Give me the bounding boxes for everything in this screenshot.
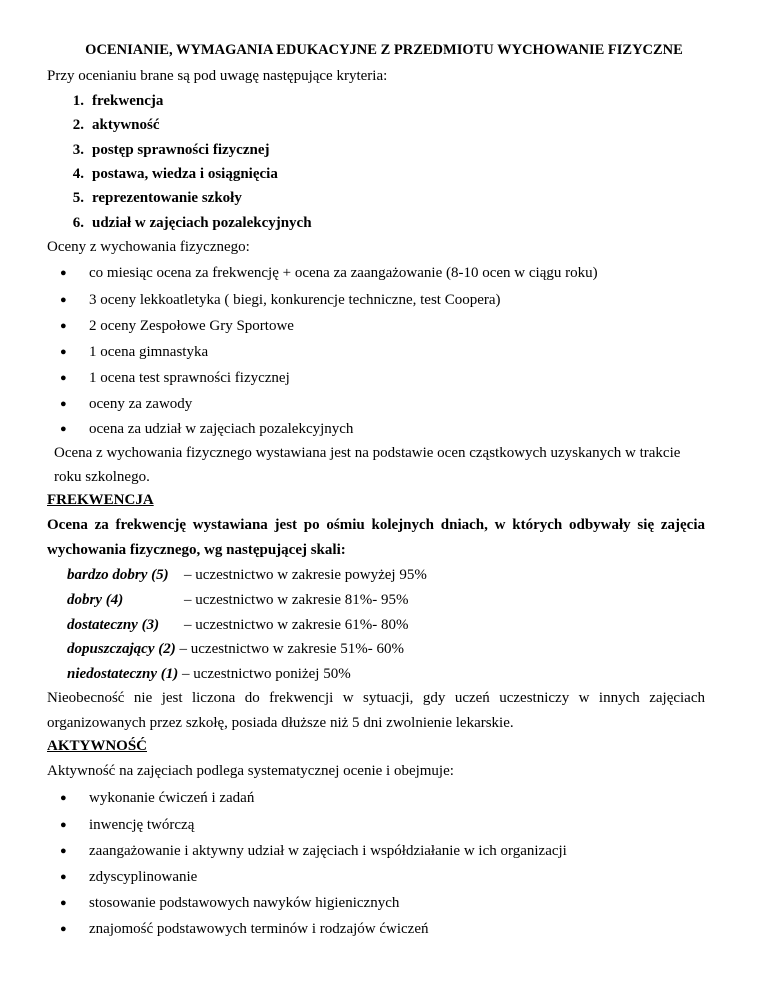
list-number: 3. [72,142,84,158]
bullet-icon: ● [60,792,67,804]
scale-grade: bardzo dobry (5) [67,567,169,583]
list-item: 2 oceny Zespołowe Gry Sportowe [89,318,294,334]
freq-intro-line: Ocena za frekwencję wystawiana jest po ośmiu kolejnych dniach, w których odbywały się zajęcia [47,517,705,533]
list-item: zaangażowanie i aktywny udział w zajęciach i współdziałanie w ich organizacji [89,843,567,859]
bullet-icon: ● [60,294,67,306]
freq-intro-line: wychowania fizycznego, wg następującej skali: [47,542,346,558]
list-number: 2. [72,117,84,133]
bullet-icon: ● [60,845,67,857]
list-number: 4. [72,166,84,182]
list-item: stosowanie podstawowych nawyków higienicznych [89,895,400,911]
bullet-icon: ● [60,423,67,435]
freq-note-line: Nieobecność nie jest liczona do frekwencji w sytuacji, gdy uczeń uczestniczy w innych zajęciach [47,690,705,706]
bullet-icon: ● [60,372,67,384]
scale-grade: dopuszczający (2) [67,641,176,657]
list-item: oceny za zawody [89,396,193,412]
bullet-icon: ● [60,346,67,358]
list-number: 1. [72,93,84,109]
list-item: reprezentowanie szkoły [92,190,242,206]
scale-desc: – uczestnictwo w zakresie 61%- 80% [184,617,409,633]
criteria-intro: Przy ocenianiu brane są pod uwagę następujące kryteria: [47,68,388,84]
scale-row [67,640,404,658]
bullet-icon: ● [60,267,67,279]
bullet-icon: ● [60,819,67,831]
bullet-icon: ● [60,897,67,909]
list-item: ocena za udział w zajęciach pozalekcyjnych [89,421,354,437]
bullet-icon: ● [60,923,67,935]
list-item: postawa, wiedza i osiągnięcia [92,166,278,182]
grades-intro: Oceny z wychowania fizycznego: [47,239,250,255]
list-number: 6. [72,215,84,231]
list-item: 1 ocena gimnastyka [89,344,209,360]
list-item: inwencję twórczą [89,817,195,833]
freq-note-line: organizowanych przez szkołę, posiada dłuższe niż 5 dni zwolnienie lekarskie. [47,715,514,731]
bullet-icon: ● [60,320,67,332]
list-item: 3 oceny lekkoatletyka ( biegi, konkurencje techniczne, test Coopera) [89,292,501,308]
list-item: aktywność [92,117,160,133]
list-item: wykonanie ćwiczeń i zadań [89,790,255,806]
section-heading-frekwencja: FREKWENCJA [47,492,154,508]
list-number: 5. [72,190,84,206]
scale-grade: dobry (4) [67,592,124,608]
list-item: znajomość podstawowych terminów i rodzajów ćwiczeń [89,921,429,937]
bullet-icon: ● [60,398,67,410]
page-title: OCENIANIE, WYMAGANIA EDUKACYJNE Z PRZEDMIOTU WYCHOWANIE FIZYCZNE [85,42,683,58]
activity-intro: Aktywność na zajęciach podlega systematycznej ocenie i obejmuje: [47,763,454,779]
scale-desc: – uczestnictwo w zakresie 81%- 95% [184,592,409,608]
scale-desc: – uczestnictwo w zakresie 51%- 60% [179,641,405,657]
final-note-line: Ocena z wychowania fizycznego wystawiana jest na podstawie ocen cząstkowych uzyskanych w trakcie [54,445,681,461]
section-heading-aktywnosc: AKTYWNOŚĆ [47,738,148,754]
scale-grade: niedostateczny (1) [67,666,179,682]
scale-desc: – uczestnictwo w zakresie powyżej 95% [184,567,427,583]
final-note-line: roku szkolnego. [54,469,150,485]
list-item: udział w zajęciach pozalekcyjnych [92,215,312,231]
list-item: postęp sprawności fizycznej [92,142,270,158]
list-item: 1 ocena test sprawności fizycznej [89,370,290,386]
bullet-icon: ● [60,871,67,883]
scale-desc: – uczestnictwo poniżej 50% [181,666,351,682]
list-item: co miesiąc ocena za frekwencję + ocena za zaangażowanie (8-10 ocen w ciągu roku) [89,265,598,281]
scale-grade: dostateczny (3) [67,617,160,633]
list-item: frekwencja [92,93,164,109]
list-item: zdyscyplinowanie [89,869,198,885]
scale-row [67,665,351,683]
